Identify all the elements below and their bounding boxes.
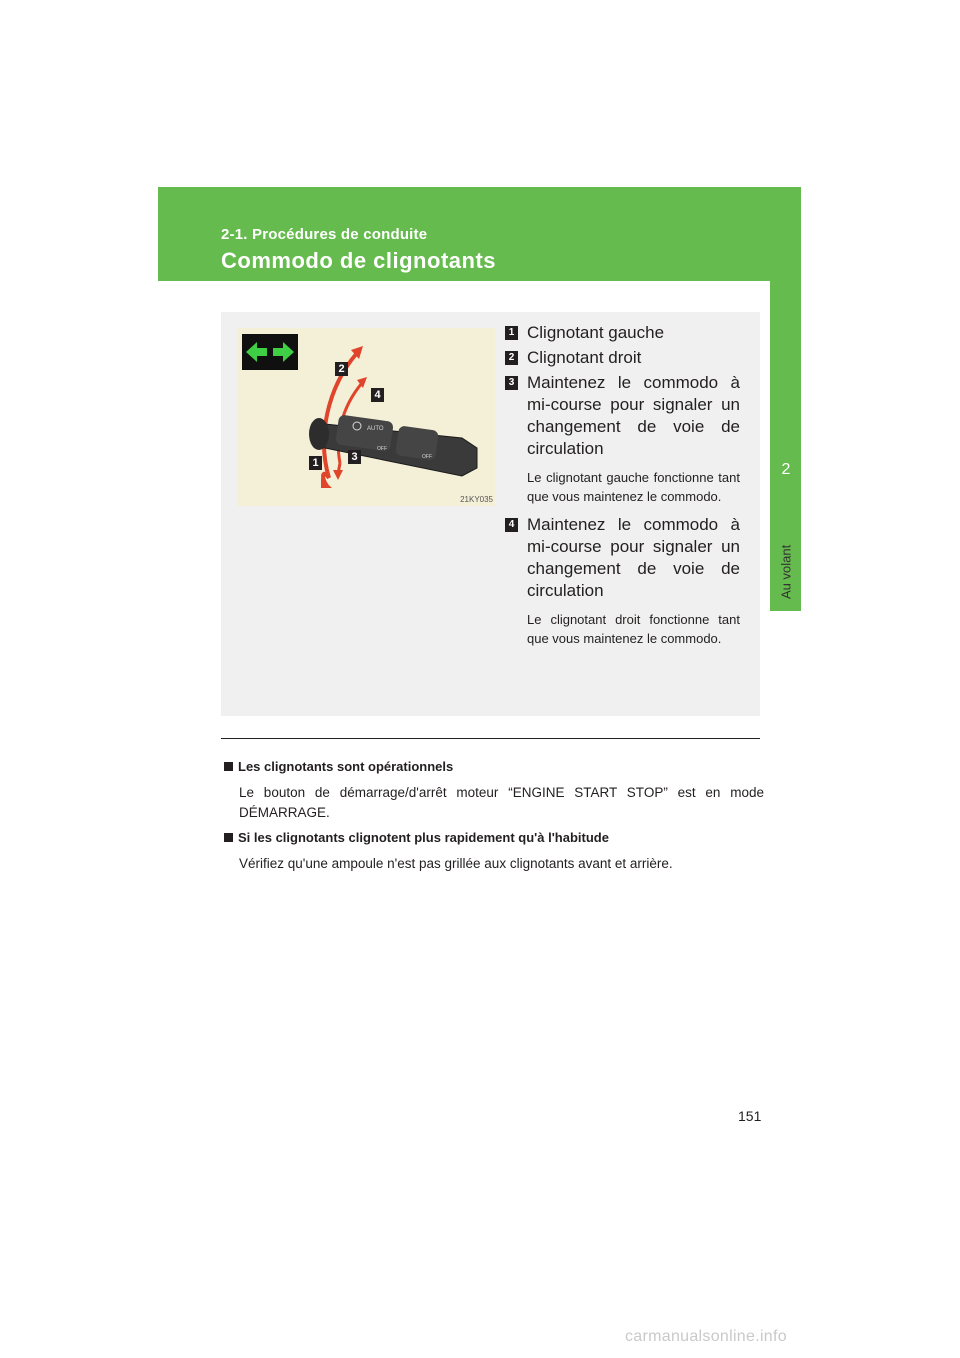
note-title-text: Si les clignotants clignotent plus rapidement qu'à l'habitude [238,830,609,845]
callout-1: 1 [309,456,322,470]
turn-signal-lever-illustration [237,328,495,506]
legend-item-4 [505,514,740,648]
chapter-label: Au volant [778,544,794,600]
lever-drawing [237,328,495,506]
section-label: 2-1. Procédures de conduite [221,226,428,243]
legend-badge: 1 [505,326,518,340]
legend [505,322,740,648]
header-band [158,187,801,281]
note-body: Vérifiez qu'une ampoule n'est pas grillée aux clignotants avant et arrière. [239,856,673,871]
section-divider [221,738,760,739]
legend-text: Clignotant gauche [527,323,665,342]
note-title [224,829,764,847]
note-operational [224,758,764,823]
callout-2: 2 [335,362,348,376]
legend-text: Clignotant droit [527,348,642,367]
legend-text: Maintenez le commodo à mi-course pour signaler un changement de voie de circulation [527,373,740,458]
legend-badge: 4 [505,518,518,532]
legend-badge: 3 [505,376,518,390]
page-title: Commodo de clignotants [221,248,496,273]
page-number: 151 [738,1108,762,1124]
lever-label-auto: AUTO [367,426,384,432]
legend-note: Le clignotant gauche fonctionne tant que vous maintenez le commodo. [527,470,740,504]
legend-item-2 [505,347,740,369]
bullet-square-icon [224,762,233,771]
watermark: carmanualsonline.info [625,1328,787,1345]
legend-note: Le clignotant droit fonctionne tant que vous maintenez le commodo. [527,612,740,646]
legend-item-3 [505,372,740,506]
chapter-number: 2 [781,461,791,478]
legend-badge: 2 [505,351,518,365]
note-title-text: Les clignotants sont opérationnels [238,759,454,774]
legend-text: Maintenez le commodo à mi-course pour signaler un changement de voie de circulation [527,515,740,600]
illustration-code: 21KY035 [460,495,493,504]
note-title [224,758,764,776]
note-fast-blinking [224,829,764,874]
lever-label-off: OFF [377,446,387,452]
callout-4: 4 [371,388,384,402]
legend-item-1 [505,322,740,344]
bullet-square-icon [224,833,233,842]
callout-3: 3 [348,450,361,464]
note-body: Le bouton de démarrage/d'arrêt moteur “ENGINE START STOP” est en mode DÉMARRAGE. [239,785,764,820]
lever-label-off-2: OFF [422,454,432,460]
